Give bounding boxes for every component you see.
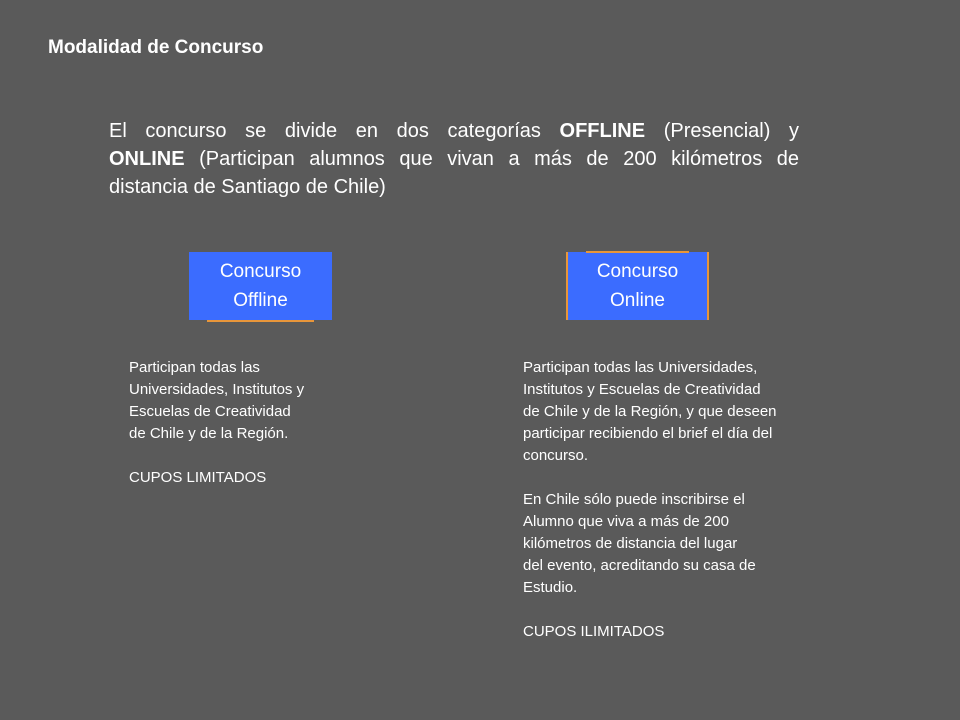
online-box-label-line1: Concurso	[596, 261, 679, 282]
offline-description-line: Escuelas de Creatividad	[129, 403, 291, 420]
online-description-line: de Chile y de la Región, y que deseen	[523, 403, 777, 420]
intro-text: El concurso se divide en dos categorías	[109, 120, 560, 142]
online-description-line: Institutos y Escuelas de Creatividad	[523, 381, 761, 398]
online-category-box	[566, 252, 709, 320]
offline-quota-note: CUPOS LIMITADOS	[129, 469, 267, 486]
online-requirement-line: En Chile sólo puede inscribirse el	[523, 491, 745, 508]
offline-box-label-line1: Concurso	[219, 261, 302, 282]
page-title: Modalidad de Concurso	[48, 37, 264, 58]
intro-text: (Presencial) y	[645, 120, 800, 142]
spacer	[129, 445, 304, 467]
online-box-label-line2: Online	[610, 290, 665, 311]
offline-category-box	[189, 252, 332, 320]
intro-line-2	[109, 145, 799, 173]
spacer	[523, 467, 777, 489]
online-requirement-line: del evento, acreditando su casa de	[523, 557, 756, 574]
online-description	[523, 357, 777, 643]
offline-box-accent	[207, 320, 314, 322]
offline-description	[129, 357, 304, 489]
intro-line-1	[109, 117, 799, 145]
intro-text: (Participan alumnos que vivan a más de 200 kilómetros de	[184, 148, 799, 170]
intro-line-3: distancia de Santiago de Chile)	[109, 176, 386, 198]
intro-paragraph	[109, 117, 799, 201]
online-requirement-line: Estudio.	[523, 579, 578, 596]
online-requirement-line: kilómetros de distancia del lugar	[523, 535, 738, 552]
spacer	[523, 599, 777, 621]
online-description-line: participar recibiendo el brief el día del	[523, 425, 773, 442]
offline-description-line: Universidades, Institutos y	[129, 381, 305, 398]
offline-keyword: OFFLINE	[559, 120, 646, 142]
offline-box-label-line2: Offline	[233, 290, 288, 311]
online-requirement-line: Alumno que viva a más de 200	[523, 513, 729, 530]
online-keyword: ONLINE	[109, 148, 185, 170]
online-description-line: concurso.	[523, 447, 589, 464]
online-box-accent	[586, 251, 689, 253]
online-description-line: Participan todas las Universidades,	[523, 359, 758, 376]
online-quota-note: CUPOS ILIMITADOS	[523, 623, 665, 640]
offline-description-line: Participan todas las	[129, 359, 260, 376]
offline-description-line: de Chile y de la Región.	[129, 425, 289, 442]
